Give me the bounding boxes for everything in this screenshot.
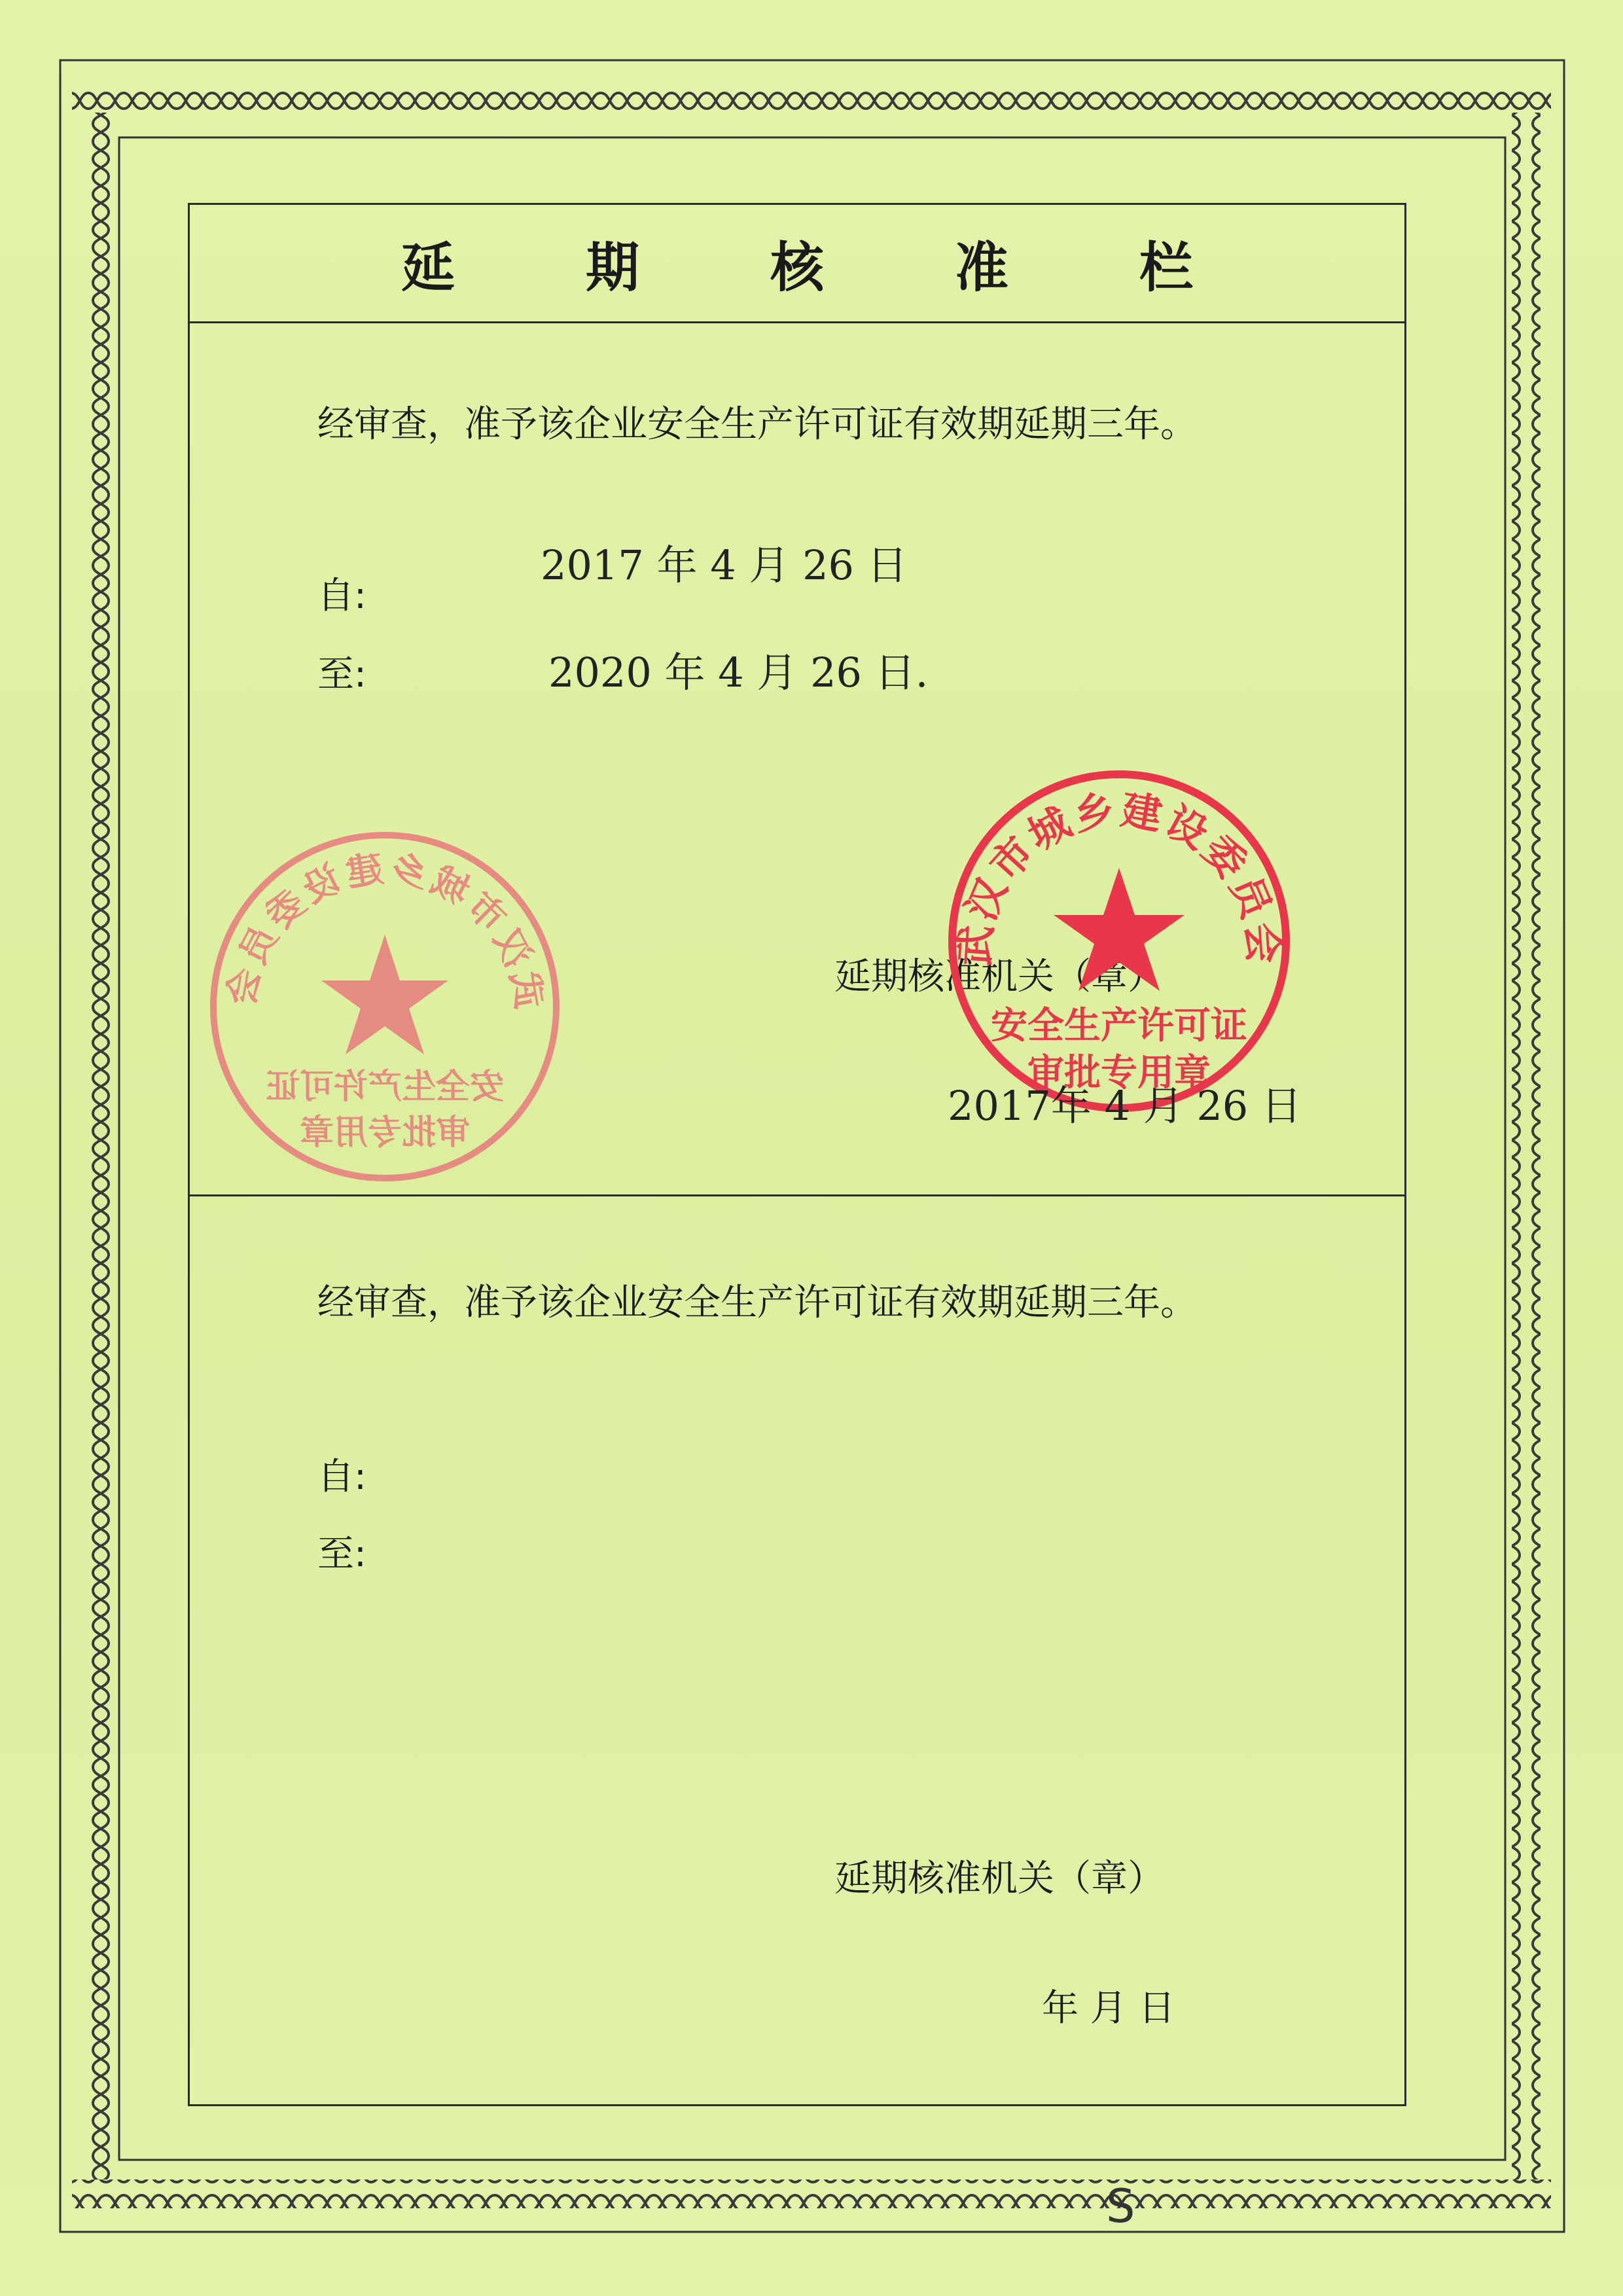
section1-authority-label: 延期核准机关（章） bbox=[834, 956, 1164, 998]
section2-authority-label: 延期核准机关（章） bbox=[834, 1857, 1164, 1900]
section1-to-label: 至: bbox=[317, 653, 366, 696]
section2-approval-date: 年 月 日 bbox=[1042, 1987, 1175, 2030]
section2-statement: 经审查，准予该企业安全生产许可证有效期延期三年。 bbox=[317, 1282, 1197, 1324]
bleed-through-seal bbox=[195, 817, 575, 1196]
title-divider bbox=[190, 321, 1404, 323]
svg-text:安全生产许可证: 安全生产许可证 bbox=[265, 1067, 505, 1107]
svg-text:武汉市城乡建设委员会: 武汉市城乡建设委员会 bbox=[950, 785, 1288, 968]
section1-statement: 经审查，准予该企业安全生产许可证有效期延期三年。 bbox=[317, 403, 1197, 446]
section2-from-label: 自: bbox=[317, 1456, 366, 1498]
page-title: 延期核准栏 bbox=[401, 236, 1324, 299]
svg-text:审批专用章: 审批专用章 bbox=[1027, 1052, 1211, 1094]
section1-to-date: 2020 年 4 月 26 日. bbox=[548, 649, 929, 696]
svg-text:安全生产许可证: 安全生产许可证 bbox=[991, 1005, 1247, 1047]
section2-to-label: 至: bbox=[317, 1533, 366, 1575]
official-red-seal bbox=[936, 758, 1302, 1124]
section1-approval-date: 2017年 4 月 26 日 bbox=[948, 1082, 1302, 1130]
footer-mark: S bbox=[1106, 2179, 1135, 2233]
svg-text:审批专用章: 审批专用章 bbox=[299, 1113, 471, 1153]
svg-text:武汉市城乡建设委员会: 武汉市城乡建设委员会 bbox=[219, 848, 550, 1013]
section1-from-date: 2017 年 4 月 26 日 bbox=[541, 541, 908, 589]
section1-from-label: 自: bbox=[317, 575, 366, 617]
